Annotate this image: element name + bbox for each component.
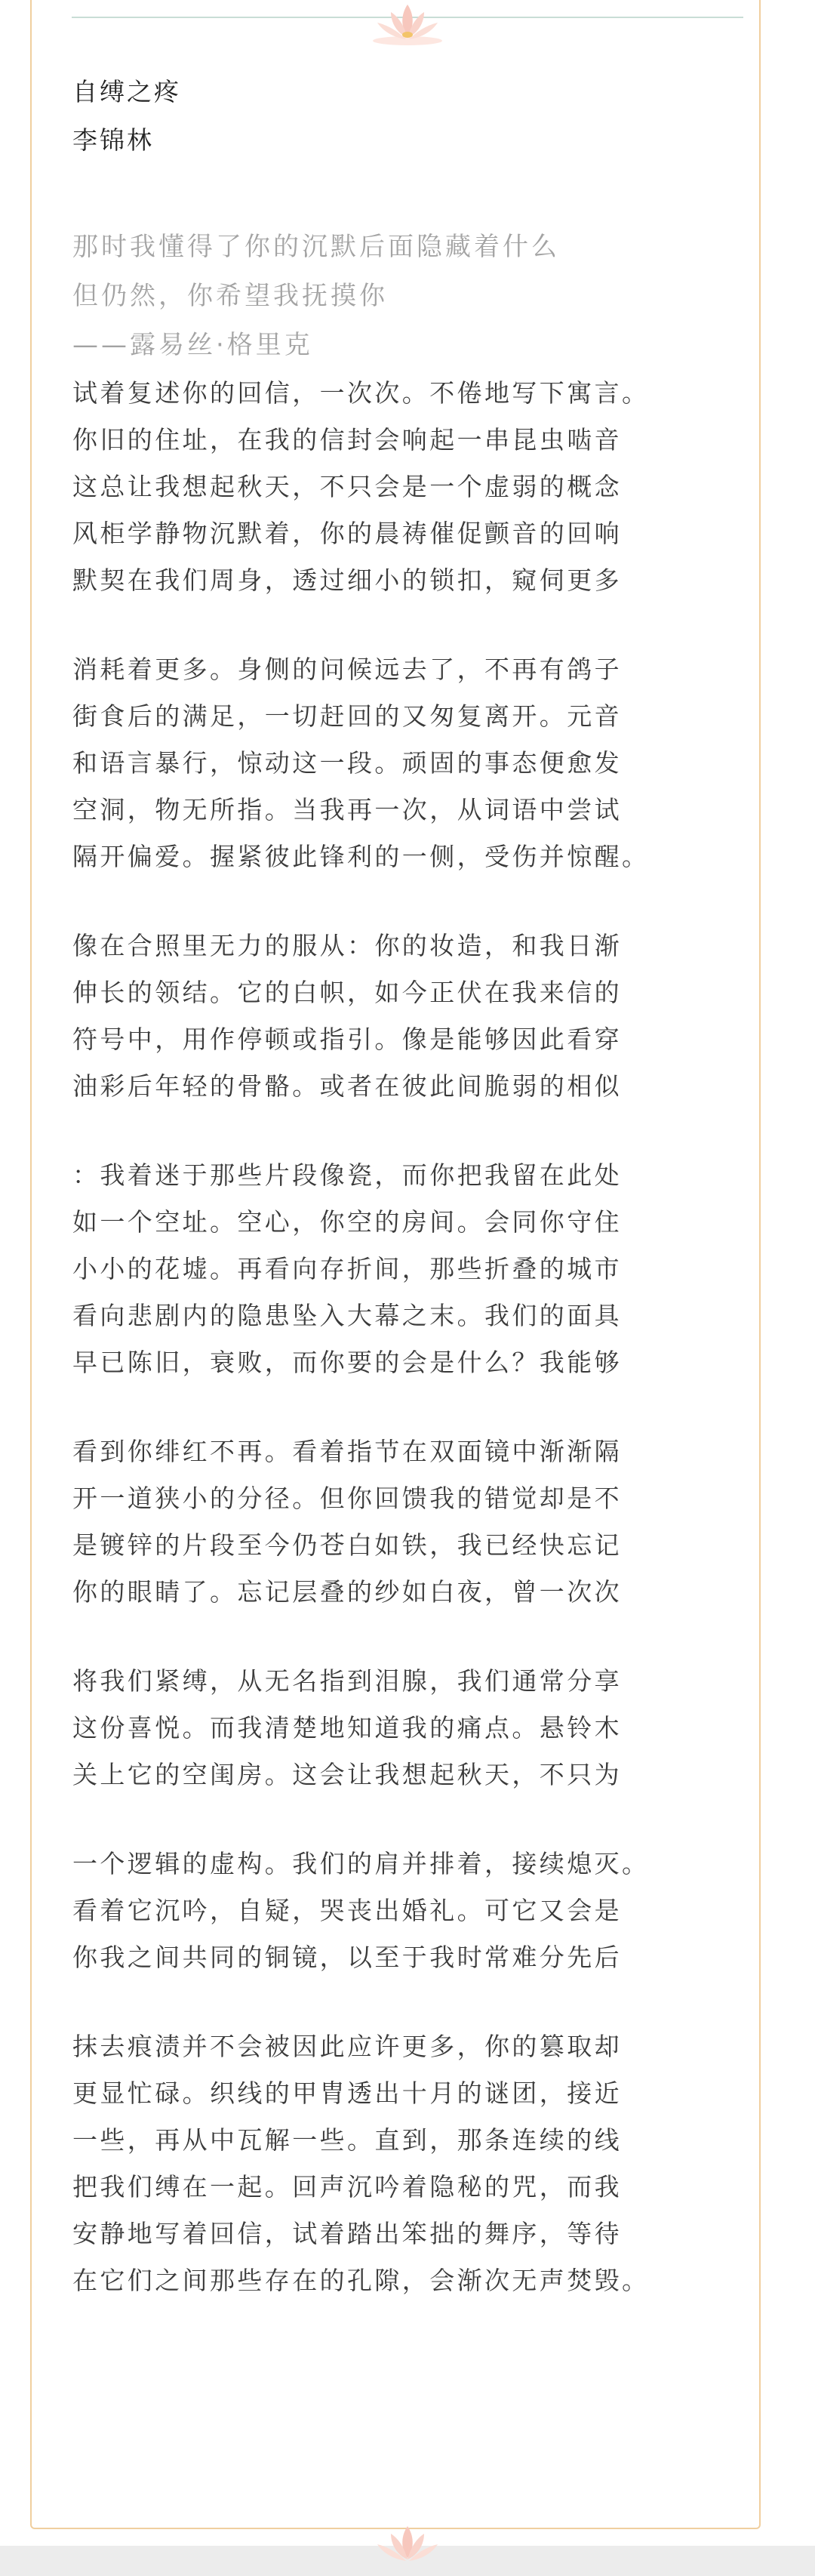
poem-line: 一些，再从中瓦解一些。直到，那条连续的线: [72, 2125, 622, 2155]
poem-line: 一个逻辑的虚构。我们的肩并排着，接续熄灭。: [72, 1849, 650, 1878]
epigraph: [72, 223, 560, 370]
poem-line: 空洞，物无所指。当我再一次，从词语中尝试: [72, 795, 622, 824]
poem-line: 消耗着更多。身侧的问候远去了，不再有鸽子: [72, 655, 622, 684]
poem-line: 这总让我想起秋天，不只会是一个虚弱的概念: [72, 472, 622, 501]
poem-line: 安静地写着回信，试着踏出笨拙的舞序，等待: [72, 2219, 622, 2248]
epigraph-line: 但仍然，你希望我抚摸你: [72, 281, 388, 311]
poem-line: 你我之间共同的铜镜，以至于我时常难分先后: [72, 1943, 622, 1972]
poem-line: 看到你绯红不再。看着指节在双面镜中渐渐隔: [72, 1437, 622, 1466]
poem-line: 你旧的住址，在我的信封会响起一串昆虫啮音: [72, 425, 622, 454]
poem-line: 如一个空址。空心，你空的房间。会同你守住: [72, 1207, 622, 1237]
poem-line: 开一道狭小的分径。但你回馈我的错觉却是不: [72, 1484, 622, 1513]
poem-line: 是镀锌的片段至今仍苍白如铁，我已经快忘记: [72, 1530, 622, 1560]
stanza: [72, 646, 649, 880]
poem-line: 油彩后年轻的骨骼。或者在彼此间脆弱的相似: [72, 1071, 622, 1101]
poem-line: 关上它的空闺房。这会让我想起秋天，不只为: [72, 1760, 622, 1789]
poem-line: 风柜学静物沉默着，你的晨祷催促颤音的回响: [72, 519, 622, 548]
poem-author: 李锦林: [72, 125, 154, 155]
poem-line: 更显忙碌。织线的甲胄透出十月的谜团，接近: [72, 2078, 622, 2108]
poem-line: 符号中，用作停顿或指引。像是能够因此看穿: [72, 1025, 622, 1054]
stanza: [72, 923, 649, 1110]
stanza: [72, 2023, 649, 2304]
poem-line: 看向悲剧内的隐患坠入大幕之末。我们的面具: [72, 1301, 622, 1330]
poem-line: 隔开偏爱。握紧彼此锋利的一侧，受伤并惊醒。: [72, 842, 650, 871]
poem-line: 像在合照里无力的服从：你的妆造，和我日渐: [72, 931, 622, 960]
poem-title: 自缚之疼: [72, 77, 181, 106]
poem-line: 默契在我们周身，透过细小的锁扣，窥伺更多: [72, 565, 622, 595]
epigraph-line: 那时我懂得了你的沉默后面隐藏着什么: [72, 232, 560, 262]
poem-line: 看着它沉吟，自疑，哭丧出婚礼。可它又会是: [72, 1896, 622, 1925]
poem-line: 你的眼睛了。忘记层叠的纱如白夜，曾一次次: [72, 1577, 622, 1607]
poem-body: [72, 370, 649, 2346]
poem-line: ：我着迷于那些片段像瓷，而你把我留在此处: [72, 1160, 622, 1190]
lotus-icon: [368, 2522, 447, 2576]
poem-line: 和语言暴行，惊动这一段。顽固的事态便愈发: [72, 748, 622, 778]
stanza: [72, 1841, 649, 1981]
poem-line: 这份喜悦。而我清楚地知道我的痛点。悬铃木: [72, 1713, 622, 1742]
poem-line: 将我们紧缚，从无名指到泪腺，我们通常分享: [72, 1666, 622, 1696]
poem-line: 伸长的领结。它的白帜，如今正伏在我来信的: [72, 978, 622, 1007]
stanza: [72, 1152, 649, 1386]
lotus-icon: [368, 0, 447, 47]
stanza: [72, 370, 649, 604]
epigraph-attribution: ——露易丝·格里克: [72, 330, 313, 360]
poem-line: 在它们之间那些存在的孔隙，会渐次无声焚毁。: [72, 2266, 650, 2295]
poem-line: 抹去痕渍并不会被因此应许更多，你的篡取却: [72, 2032, 622, 2061]
poem-line: 试着复述你的回信，一次次。不倦地写下寓言。: [72, 378, 650, 408]
stanza: [72, 1428, 649, 1616]
poem-line: 小小的花墟。再看向存折间，那些折叠的城市: [72, 1254, 622, 1283]
poem-line: 早已陈旧，衰败，而你要的会是什么？我能够: [72, 1348, 622, 1377]
poem-line: 把我们缚在一起。回声沉吟着隐秘的咒，而我: [72, 2172, 622, 2202]
poem-line: 街食后的满足，一切赶回的又匆复离开。元音: [72, 701, 622, 731]
stanza: [72, 1658, 649, 1798]
